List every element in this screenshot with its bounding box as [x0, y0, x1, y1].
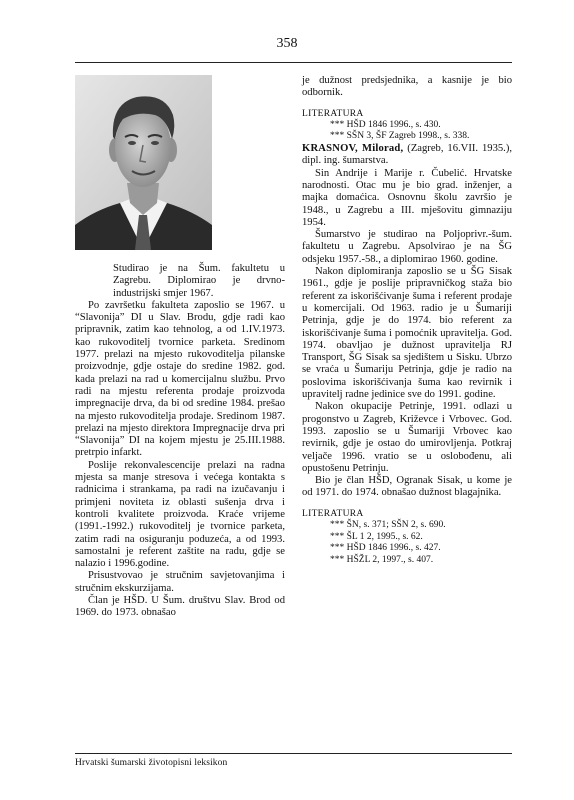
paragraph: Nakon okupacije Petrinje, 1991. odlazi u progonstvo u Zagreb, Križevce i Vrbovec. God. 1993. zaposlio se u Šumariji Vrbovec kao revirnik, gdje je ostao do umirovljenja. Potkraj veljače 1996. vratio se u oslobođenu, ali opustošenu Petrinju. [302, 401, 512, 474]
page-number: 358 [276, 36, 298, 51]
continuation-text: je dužnost predsjednika, a kasnije je bio odbornik. [302, 75, 512, 99]
paragraph: Bio je član HŠD, Ogranak Sisak, u kome je od 1971. do 1974. obnašao dužnost blagajnika. [302, 475, 512, 499]
literature-list [302, 120, 512, 143]
paragraph: Po završetku fakulteta zaposlio se 1967. u “Slavonija” DI u Slav. Brodu, gdje radi kao pripravnik, zatim kao tehnolog, a od 1.IV.1973. kao rukovoditelj tvornice parketa. Sredinom 1977. prelazi na mjesto rukovoditelja pilanske proizvodnje, gdje ostaje do sredine 1982. god. kada prelazi na rad u komercijalnu službu. Prvo radi na mjestu referenta prodaje proizvoda impregnacije drva, da bi od sredine 1984. prešao na mjesto rukovoditelja prodaje. Sredinom 1987. prelazi na mjesto direktora Impregnacije drva pri “Slavonija” DI na kojem mjestu je 25.III.1988. pretrpio infarkt. [75, 299, 285, 459]
header-rule [75, 62, 512, 63]
left-column [75, 263, 285, 620]
literature-item: *** ŠL 1 2, 1995., s. 62. [330, 531, 423, 542]
portrait-photo [75, 75, 212, 250]
paragraph: Poslije rekonvalescencije prelazi na radna mjesta sa manje stresova i većega kontakta s radnicima i strankama, pa radi na izučavanju i primjeni noviteta iz oblasti sušenja drva i kontroli kvalitete proizvoda. Kraće vrijeme (1991.-1992.) rukovoditelj je tvornice parketa, zatim radi na osiguranju poduzeća, a od 1993. samostalni je referent zaštite na radu, gdje se nalazio i 1996.godine. [75, 459, 285, 570]
entry-name: KRASNOV, Milorad, [302, 143, 404, 155]
paragraph: Nakon diplomiranja zaposlio se u ŠG Sisak 1961., gdje je poslije pripravničkog staža bio referent za iskorišćivanje šuma i referent prodaje u komercijali. Od 1963. radio je u Šumariji Petrinja, gdje je do 1974. bio referent za iskorišćivanje šuma i pomoćnik upravitelja. God. 1974. obavljao je dužnost upravitelja RJ Transport, ŠG Sisak sa sjedištem u Sisku. Ubrzo se vraća u Šumariju Petrinja, gdje je radio na poslovima iskorišćivanja šuma kao revirnik i upravitelj radne jedinice sve do 1991. godine. [302, 266, 512, 401]
footer-title: Hrvatski šumarski životopisni leksikon [75, 758, 228, 768]
literature-item: *** HŠD 1846 1996., s. 427. [330, 543, 441, 554]
right-column [302, 75, 512, 566]
entry-heading [302, 143, 512, 168]
literature-item: *** SŠN 3, ŠF Zagreb 1998., s. 338. [330, 131, 470, 142]
literature-list [302, 520, 512, 566]
literature-item: *** HŠD 1846 1996., s. 430. [330, 119, 441, 130]
literature-heading: LITERATURA [302, 108, 364, 119]
literature-heading: LITERATURA [302, 508, 364, 519]
paragraph: Šumarstvo je studirao na Poljoprivr.-šum. fakultetu u Zagrebu. Apsolvirao je na ŠG odsjeku 1957.-58., a diplomirao 1960. godine. [302, 229, 512, 265]
paragraph: Član je HŠD. U Šum. društvu Slav. Brod od 1969. do 1973. obnašao [75, 595, 285, 619]
entry-intro: (Zagreb, 16.VII. 1935.), dipl. ing. šumarstva. [302, 143, 512, 167]
paragraph: Prisustvovao je stručnim savjetovanjima i stručnim ekskurzijama. [75, 570, 285, 594]
paragraph: Studirao je na Šum. fakultetu u Zagrebu. Diplomirao je drvno-industrijski smjer 1967. [113, 263, 285, 299]
literature-item: *** HŠŽL 2, 1997., s. 407. [330, 554, 434, 565]
paragraph: Sin Andrije i Marije r. Čubelić. Hrvatske narodnosti. Otac mu je bio grad. inženjer, a majka domaćica. Osnovnu školu završio je 1948., u Zagrebu a III. mješovitu gimnaziju 1954. [302, 167, 512, 228]
footer-rule [75, 753, 512, 754]
literature-item: *** ŠN, s. 371; SŠN 2, s. 690. [330, 519, 446, 530]
